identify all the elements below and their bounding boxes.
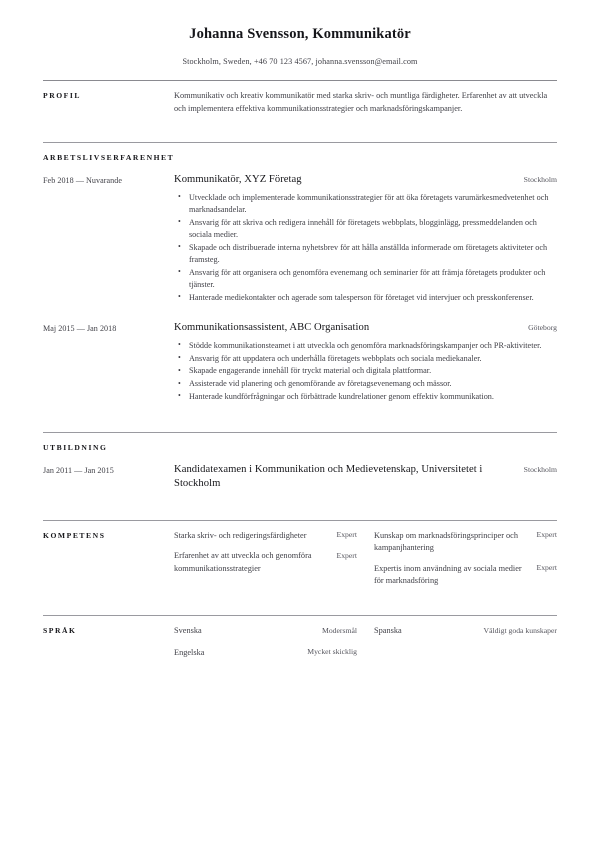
languages-column-left [174,625,357,668]
section-utbildning [43,433,557,452]
skill-item [374,563,557,588]
section-profil [43,81,557,127]
experience-entries [43,162,557,418]
entry-location: Stockholm [523,174,557,184]
language-item [174,625,357,637]
section-label-utbildning: UTBILDNING [43,442,108,452]
skills-column-left [174,530,357,588]
section-label-arbetslivserfarenhet: ARBETSLIVSERFARENHET [43,152,175,162]
skills-column-right [374,530,557,588]
entry-bullets [174,192,557,305]
skill-name: Kunskap om marknadsföringsprinciper och kampanjhantering [374,530,519,553]
experience-entry [43,305,557,404]
skills-grid [174,530,557,588]
entry-title: Kommunikatör, XYZ Företag [174,173,302,185]
skill-item [174,550,357,575]
entry-bullets [174,340,557,403]
education-entry [43,452,557,506]
skill-name: Erfarenhet av att utveckla och genomföra kommunikationsstrategier [174,551,312,573]
experience-entry [43,162,557,305]
bullet-item: • Ansvarig för att skriva och redigera innehåll för företagets webbplats, blogginlägg, pressmeddelanden och sociala medier. [174,217,557,242]
language-level: Väldigt goda kunskaper [483,625,557,635]
section-label-profil: PROFIL [43,91,81,101]
bullet-item: • Hanterade mediekontakter och agerade som talesperson för företaget vid intervjuer och presskonferenser. [174,292,557,304]
section-kompetens [43,521,557,602]
language-name: Svenska [174,626,202,636]
skill-name: Starka skriv- och redigeringsfärdigheter [174,530,307,540]
skill-item [374,530,557,555]
bullet-item: • Ansvarig för att uppdatera och underhålla företagets webbplats och sociala mediekanaler. [174,353,557,365]
entry-title: Kandidatexamen i Kommunikation och Medievetenskap, Universitetet i Stockholm [174,463,483,489]
entry-date: Maj 2015 — Jan 2018 [43,323,117,333]
section-label-kompetens: KOMPETENS [43,530,106,540]
skill-name: Expertis inom användning av sociala medier för marknadsföring [374,563,522,585]
language-level: Modersmål [321,625,357,635]
resume-header [43,0,557,66]
bullet-item: • Skapade och distribuerade interna nyhetsbrev för att hålla anställda informerade om företagets aktiviteter och framsteg. [174,242,557,267]
language-name: Spanska [374,626,402,636]
skill-level: Expert [336,530,357,540]
entry-location: Göteborg [528,322,557,332]
bullet-item: • Utvecklade och implementerade kommunikationsstrategier för att öka företagets varumärkesmedvetenhet och marknadsandelar. [174,192,557,217]
entry-location: Stockholm [523,464,557,474]
entry-date: Feb 2018 — Nuvarande [43,175,122,185]
language-item [374,625,557,637]
language-item [174,647,357,659]
bullet-item: • Assisterade vid planering och genomförande av företagsevenemang och mässor. [174,378,557,390]
section-sprak [43,616,557,682]
skill-level: Expert [536,530,557,540]
bullet-item: • Ansvarig för att organisera och genomföra evenemang och seminarier för att främja företagets produkter och tjänster. [174,267,557,292]
language-level: Mycket skicklig [307,647,357,657]
section-label-sprak: SPRÅK [43,626,77,636]
bullet-item: • Stödde kommunikationsteamet i att utveckla och genomföra marknadsföringskampanjer och PR-aktiviteter. [174,340,557,352]
contact-line: Stockholm, Sweden, +46 70 123 4567, johanna.svensson@email.com [182,57,418,67]
bullet-item: • Skapade engagerande innehåll för tryckt material och digitala plattformar. [174,365,557,377]
bullet-item: • Hanterade kundförfrågningar och förbättrade kundrelationer genom effektiv kommunikation. [174,391,557,403]
language-name: Engelska [174,647,205,657]
skill-level: Expert [336,550,357,560]
profile-summary: Kommunikativ och kreativ kommunikatör med starka skriv- och muntliga färdigheter. Erfarenhet av att utveckla och implementera effektiva kommunikationsstrategier och marknadsföringskampanjer. [174,91,548,113]
skill-item [174,530,357,542]
section-arbetslivserfarenhet [43,143,557,162]
entry-title: Kommunikationsassistent, ABC Organisation [174,321,370,333]
skill-level: Expert [536,563,557,573]
candidate-name: Johanna Svensson, Kommunikatör [189,26,411,42]
languages-column-right [374,625,557,668]
languages-grid [174,625,557,668]
entry-date: Jan 2011 — Jan 2015 [43,465,114,475]
